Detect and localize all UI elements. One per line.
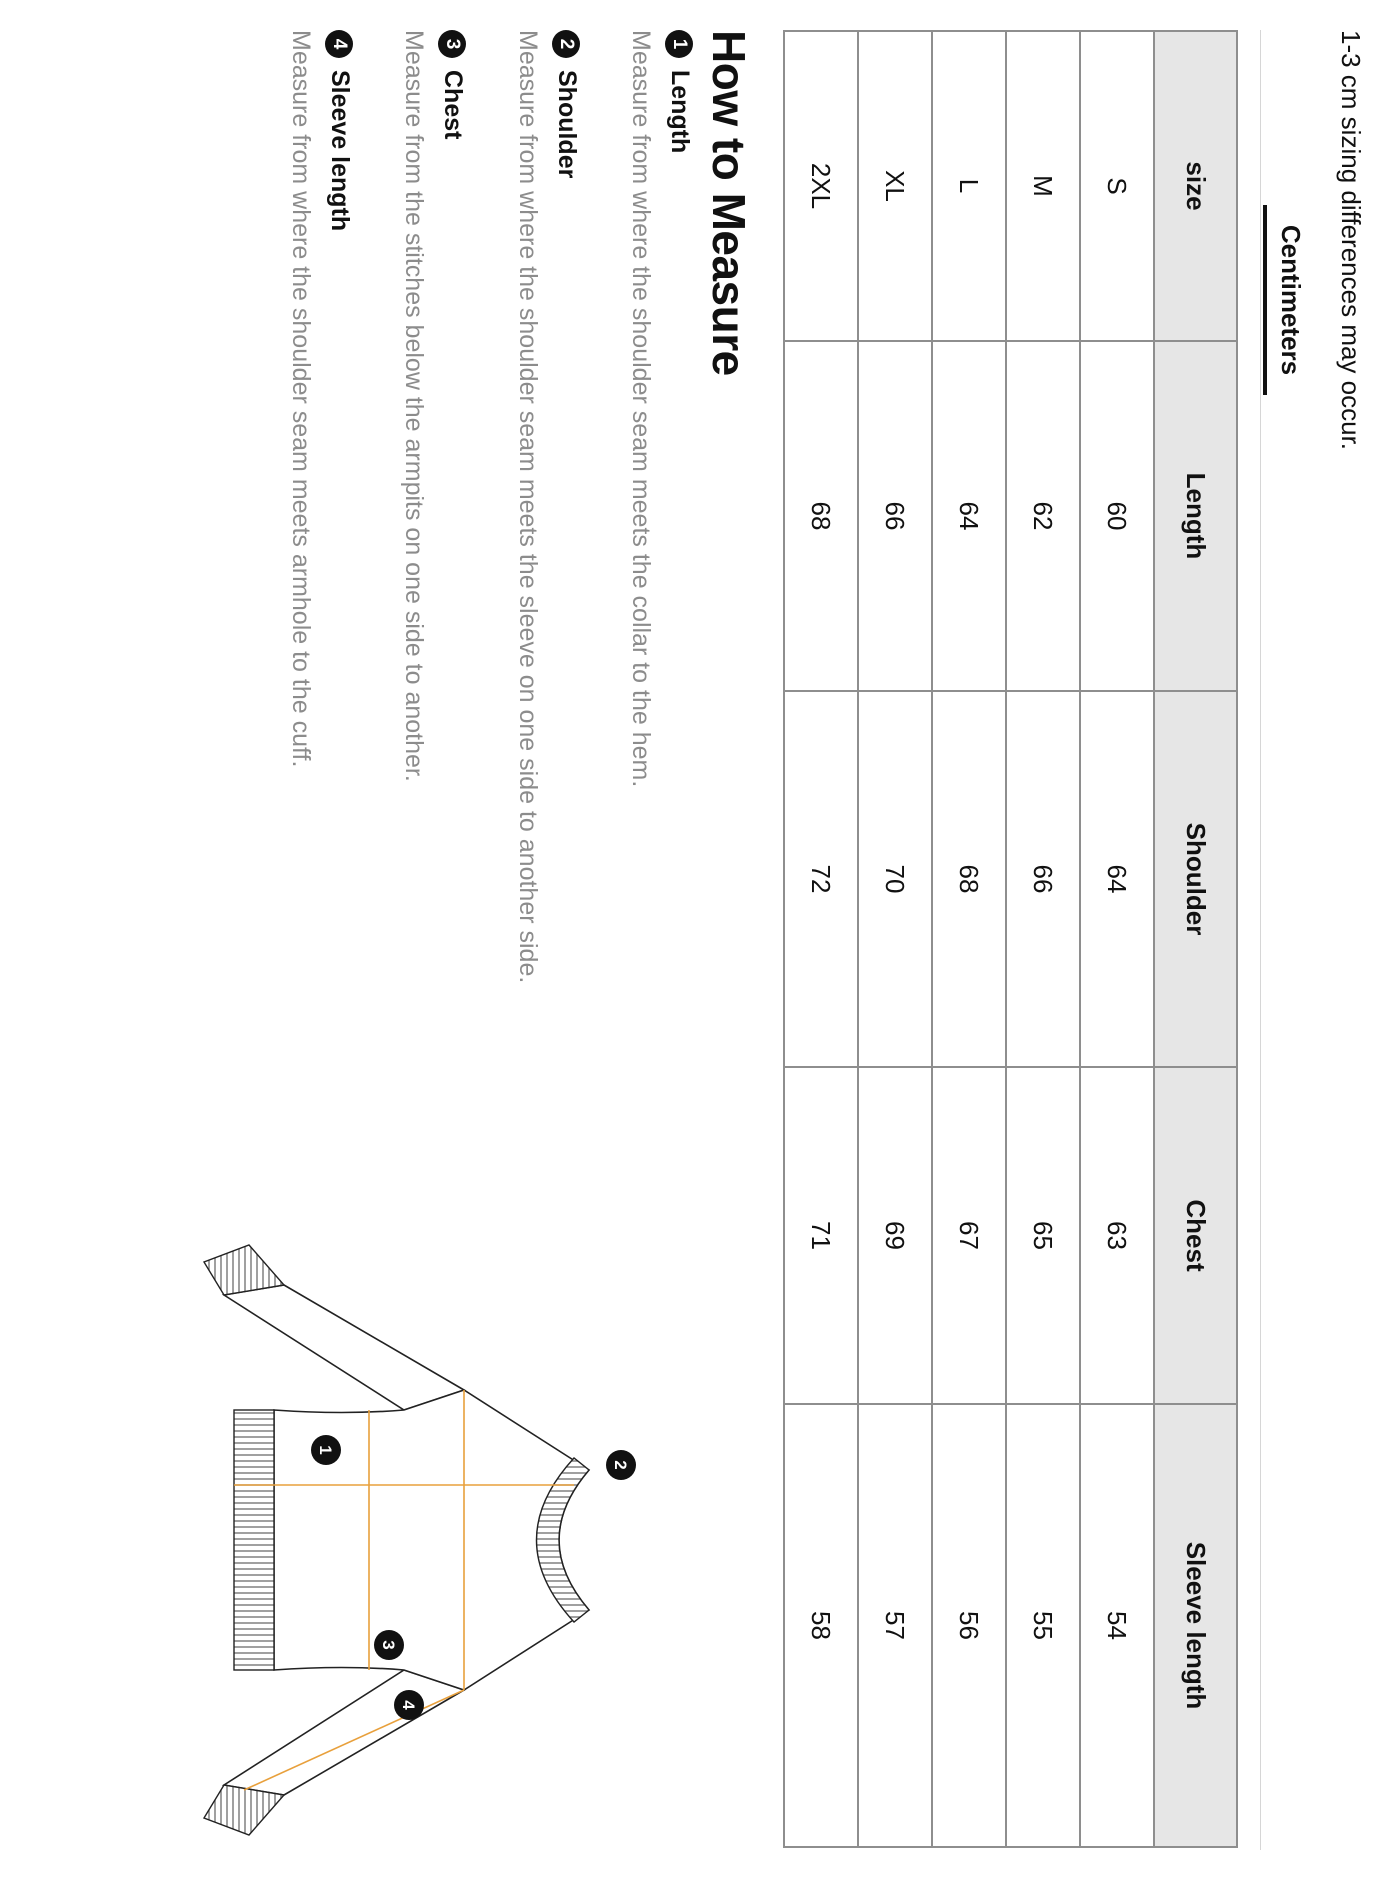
step-description: Measure from where the shoulder seam meets the collar to the hem. [627, 30, 655, 788]
left-cuff [204, 1245, 284, 1295]
cell-shoulder: 68 [932, 691, 1006, 1067]
table-row [1080, 31, 1154, 1847]
cell-shoulder: 70 [858, 691, 932, 1067]
header-shoulder: Shoulder [1154, 691, 1237, 1067]
cell-size: L [932, 31, 1006, 341]
cell-size: M [1006, 31, 1080, 341]
left-sleeve [224, 1285, 464, 1410]
cell-sleeve-length: 57 [858, 1404, 932, 1847]
step-label: Length [666, 70, 694, 154]
size-table [783, 30, 1238, 1848]
cell-size: XL [858, 31, 932, 341]
cell-shoulder: 72 [784, 691, 858, 1067]
cell-sleeve-length: 56 [932, 1404, 1006, 1847]
header-chest: Chest [1154, 1067, 1237, 1404]
step-shoulder [513, 30, 581, 983]
cell-size: S [1080, 31, 1154, 341]
cell-chest: 65 [1006, 1067, 1080, 1404]
cell-chest: 63 [1080, 1067, 1154, 1404]
sizing-note: 1-3 cm sizing differences may occur. [1336, 30, 1366, 451]
cell-sleeve-length: 58 [784, 1404, 858, 1847]
step-description: Measure from where the shoulder seam meets armhole to the cuff. [287, 30, 315, 768]
marker-3-icon [374, 1630, 404, 1660]
header-sleeve-length: Sleeve length [1154, 1404, 1237, 1847]
how-to-measure-title: How to Measure [703, 30, 755, 376]
marker-4-icon [394, 1690, 424, 1720]
svg-text:3: 3 [379, 1640, 398, 1650]
step-number-icon: 4 [326, 30, 354, 58]
step-label: Sleeve length [326, 70, 354, 232]
cell-length: 64 [932, 341, 1006, 691]
cell-chest: 69 [858, 1067, 932, 1404]
cell-sleeve-length: 54 [1080, 1404, 1154, 1847]
svg-text:1: 1 [316, 1445, 335, 1455]
step-number-icon: 2 [553, 30, 581, 58]
step-number-icon: 1 [666, 30, 694, 58]
step-length [626, 30, 694, 787]
table-row [858, 31, 932, 1847]
tab-centimeters[interactable]: Centimeters [1263, 205, 1311, 395]
table-header-row [1154, 31, 1237, 1847]
marker-1-icon [311, 1435, 341, 1465]
cell-shoulder: 66 [1006, 691, 1080, 1067]
step-chest [399, 30, 467, 782]
cell-shoulder: 64 [1080, 691, 1154, 1067]
svg-text:2: 2 [611, 1460, 630, 1470]
right-sleeve [224, 1670, 464, 1795]
marker-2-icon [606, 1450, 636, 1480]
cell-length: 66 [858, 341, 932, 691]
cell-length: 68 [784, 341, 858, 691]
cell-size: 2XL [784, 31, 858, 341]
cell-chest: 67 [932, 1067, 1006, 1404]
cell-sleeve-length: 55 [1006, 1404, 1080, 1847]
sweater-diagram [44, 1200, 764, 1840]
header-length: Length [1154, 341, 1237, 691]
step-label: Chest [439, 70, 467, 140]
cell-chest: 71 [784, 1067, 858, 1404]
header-size: size [1154, 31, 1237, 341]
cell-length: 62 [1006, 341, 1080, 691]
step-number-icon: 3 [439, 30, 467, 58]
svg-text:4: 4 [399, 1700, 418, 1710]
step-sleeve-length [286, 30, 354, 767]
hem [234, 1410, 274, 1670]
step-description: Measure from the stitches below the armpits on one side to another. [400, 30, 428, 782]
right-cuff [204, 1785, 284, 1835]
unit-tab-bar [1260, 30, 1311, 1850]
table-row [784, 31, 858, 1847]
step-description: Measure from where the shoulder seam meets the sleeve on one side to another side. [514, 30, 542, 984]
cell-length: 60 [1080, 341, 1154, 691]
table-row [932, 31, 1006, 1847]
table-row [1006, 31, 1080, 1847]
step-label: Shoulder [553, 70, 581, 179]
